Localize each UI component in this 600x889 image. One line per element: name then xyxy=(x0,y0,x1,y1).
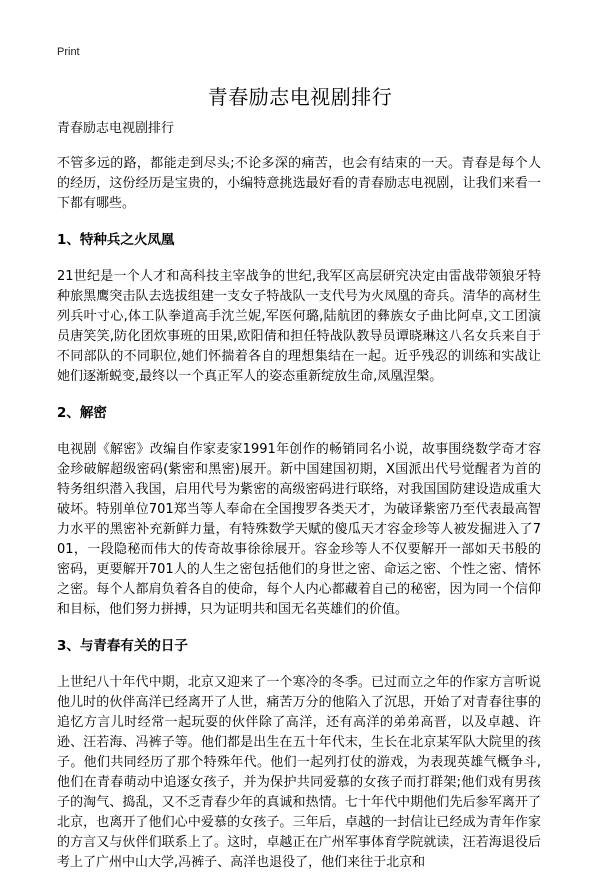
section-heading: 3、与青春有关的日子 xyxy=(57,638,188,654)
section-3 xyxy=(57,636,541,873)
article-content xyxy=(57,119,541,889)
article-subtitle: 青春励志电视剧排行 xyxy=(57,121,175,136)
section-body: 电视剧《解密》改编自作家麦家1991年创作的畅销同名小说，故事围绕数学奇才容金珍破解超级密码(紫密和黑密)展开。新中国建国初期，X国派出代号觉醒者为首的特务组织潜入我国，启用代号为紫密的高级密码进行联络，对我国国防建设造成重大破坏。特别单位701郑当等人奉命在全国搜罗各类天才，为破译紫密乃至代表最高智力水平的黑密补充新鲜力量，有特殊数学天赋的傻瓜天才容金珍等人被发掘进入了701，一段隐秘而伟大的传奇故事徐徐展开。容金珍等人不仅要解开一部如天书般的密码，更要解开701人的人生之密包括他们的身世之密、命运之密、个性之密、情怀之密。每个人都肩负着各自的使命，每个人内心都藏着自己的秘密，因为同一个信仰和目标，他们努力拼搏，只为证明共和国无名英雄们的价值。 xyxy=(57,442,541,617)
section-body: 上世纪八十年代中期，北京又迎来了一个寒冷的冬季。已过而立之年的作家方言听说他儿时的伙伴高洋已经离开了人世，痛苦万分的他陷入了沉思，开始了对青春往事的追忆方言儿时经常一起玩耍的伙伴除了高洋，还有高洋的弟弟高晋，以及卓越、许逊、汪若海、冯裤子等。他们都是出生在五十年代末，生长在北京某军队大院里的孩子。他们共同经历了那个特殊年代。他们一起列打仗的游戏，为表现英雄气概争斗,他们在青春萌动中追逐女孩子，并为保护共同爱慕的女孩子而打群架;他们戏有男孩子的淘气、捣乱，又不乏青春少年的真诚和热情。七十年代中期他们先后参军离开了北京，也离开了他们心中爱慕的女孩子。三年后，卓越的一封信让已经成为青年作家的方言又与伙伴们联系上了。这时，卓越正在广州军事体育学院就读，汪若海退役后考上了广州中山大学,冯裤子、高洋也退役了，他们来往于北京和 xyxy=(57,675,541,870)
section-2 xyxy=(57,403,541,620)
intro-paragraph: 不管多远的路，都能走到尽头;不论多深的痛苦，也会有结束的一天。青春是每个人的经历，这份经历是宝贵的，小编特意挑选最好看的青春励志电视剧，让我们来看一下都有哪些。 xyxy=(57,156,541,211)
section-1 xyxy=(57,230,541,387)
print-link[interactable]: Print xyxy=(57,46,80,58)
section-body: 21世纪是一个人才和高科技主宰战争的世纪,我军区高层研究决定由雷战带领狼牙特种旅黑鹰突击队去选拔组建一支女子特战队一支代号为火凤凰的奇兵。清华的高材生列兵叶寸心,体工队拳道高手沈兰妮,军医何璐,陆航团的彝族女子曲比阿卓,文工团演员唐笑笑,防化团炊事班的田果,欧阳倩和担任特战队教导员谭晓琳这八名女兵来自于不同部队的不同职位,她们怀揣着各自的理想集结在一起。近乎残忍的训练和实战让她们逐渐蜕变,最终以一个真正军人的姿态重新绽放生命,凤凰涅槃。 xyxy=(57,269,541,384)
section-heading: 2、解密 xyxy=(57,405,107,421)
section-heading: 1、特种兵之火凤凰 xyxy=(57,232,175,248)
page-title: 青春励志电视剧排行 xyxy=(207,85,393,109)
